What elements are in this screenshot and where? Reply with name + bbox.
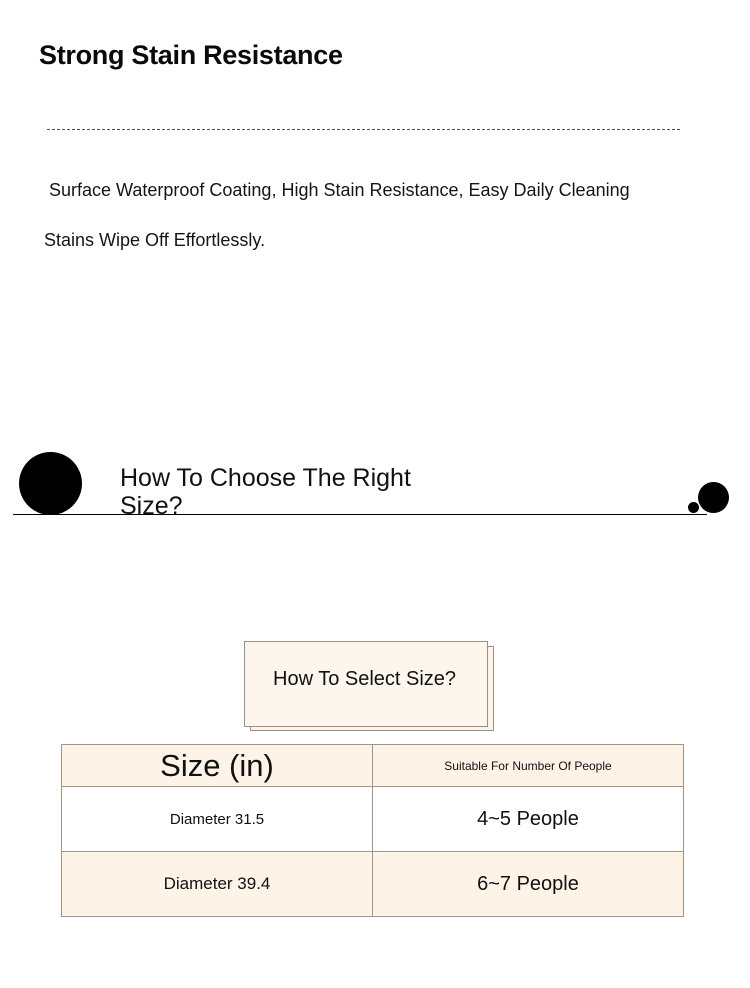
size-table [61,744,684,917]
header-size: Size (in) [62,745,373,787]
cell-size: Diameter 39.4 [62,852,373,917]
table-row [62,852,684,917]
description-line-2: Stains Wipe Off Effortlessly. [44,230,266,250]
section-title: How To Choose The Right Size? [120,464,411,520]
card-front-layer [244,641,488,727]
header-people: Suitable For Number Of People [373,745,684,787]
page-heading: Strong Stain Resistance [39,40,343,70]
decorative-circle-left [19,452,82,515]
description-line-1: Surface Waterproof Coating, High Stain Resistance, Easy Daily Cleaning [49,180,630,200]
table-header-row [62,745,684,787]
cell-size: Diameter 31.5 [62,787,373,852]
dashed-divider [47,129,680,130]
table-row [62,787,684,852]
select-size-card [244,641,494,731]
decorative-dot-small [688,502,699,513]
cell-people: 6~7 People [373,852,684,917]
cell-people: 4~5 People [373,787,684,852]
card-title: How To Select Size? [273,668,457,690]
decorative-circle-right [698,482,729,513]
